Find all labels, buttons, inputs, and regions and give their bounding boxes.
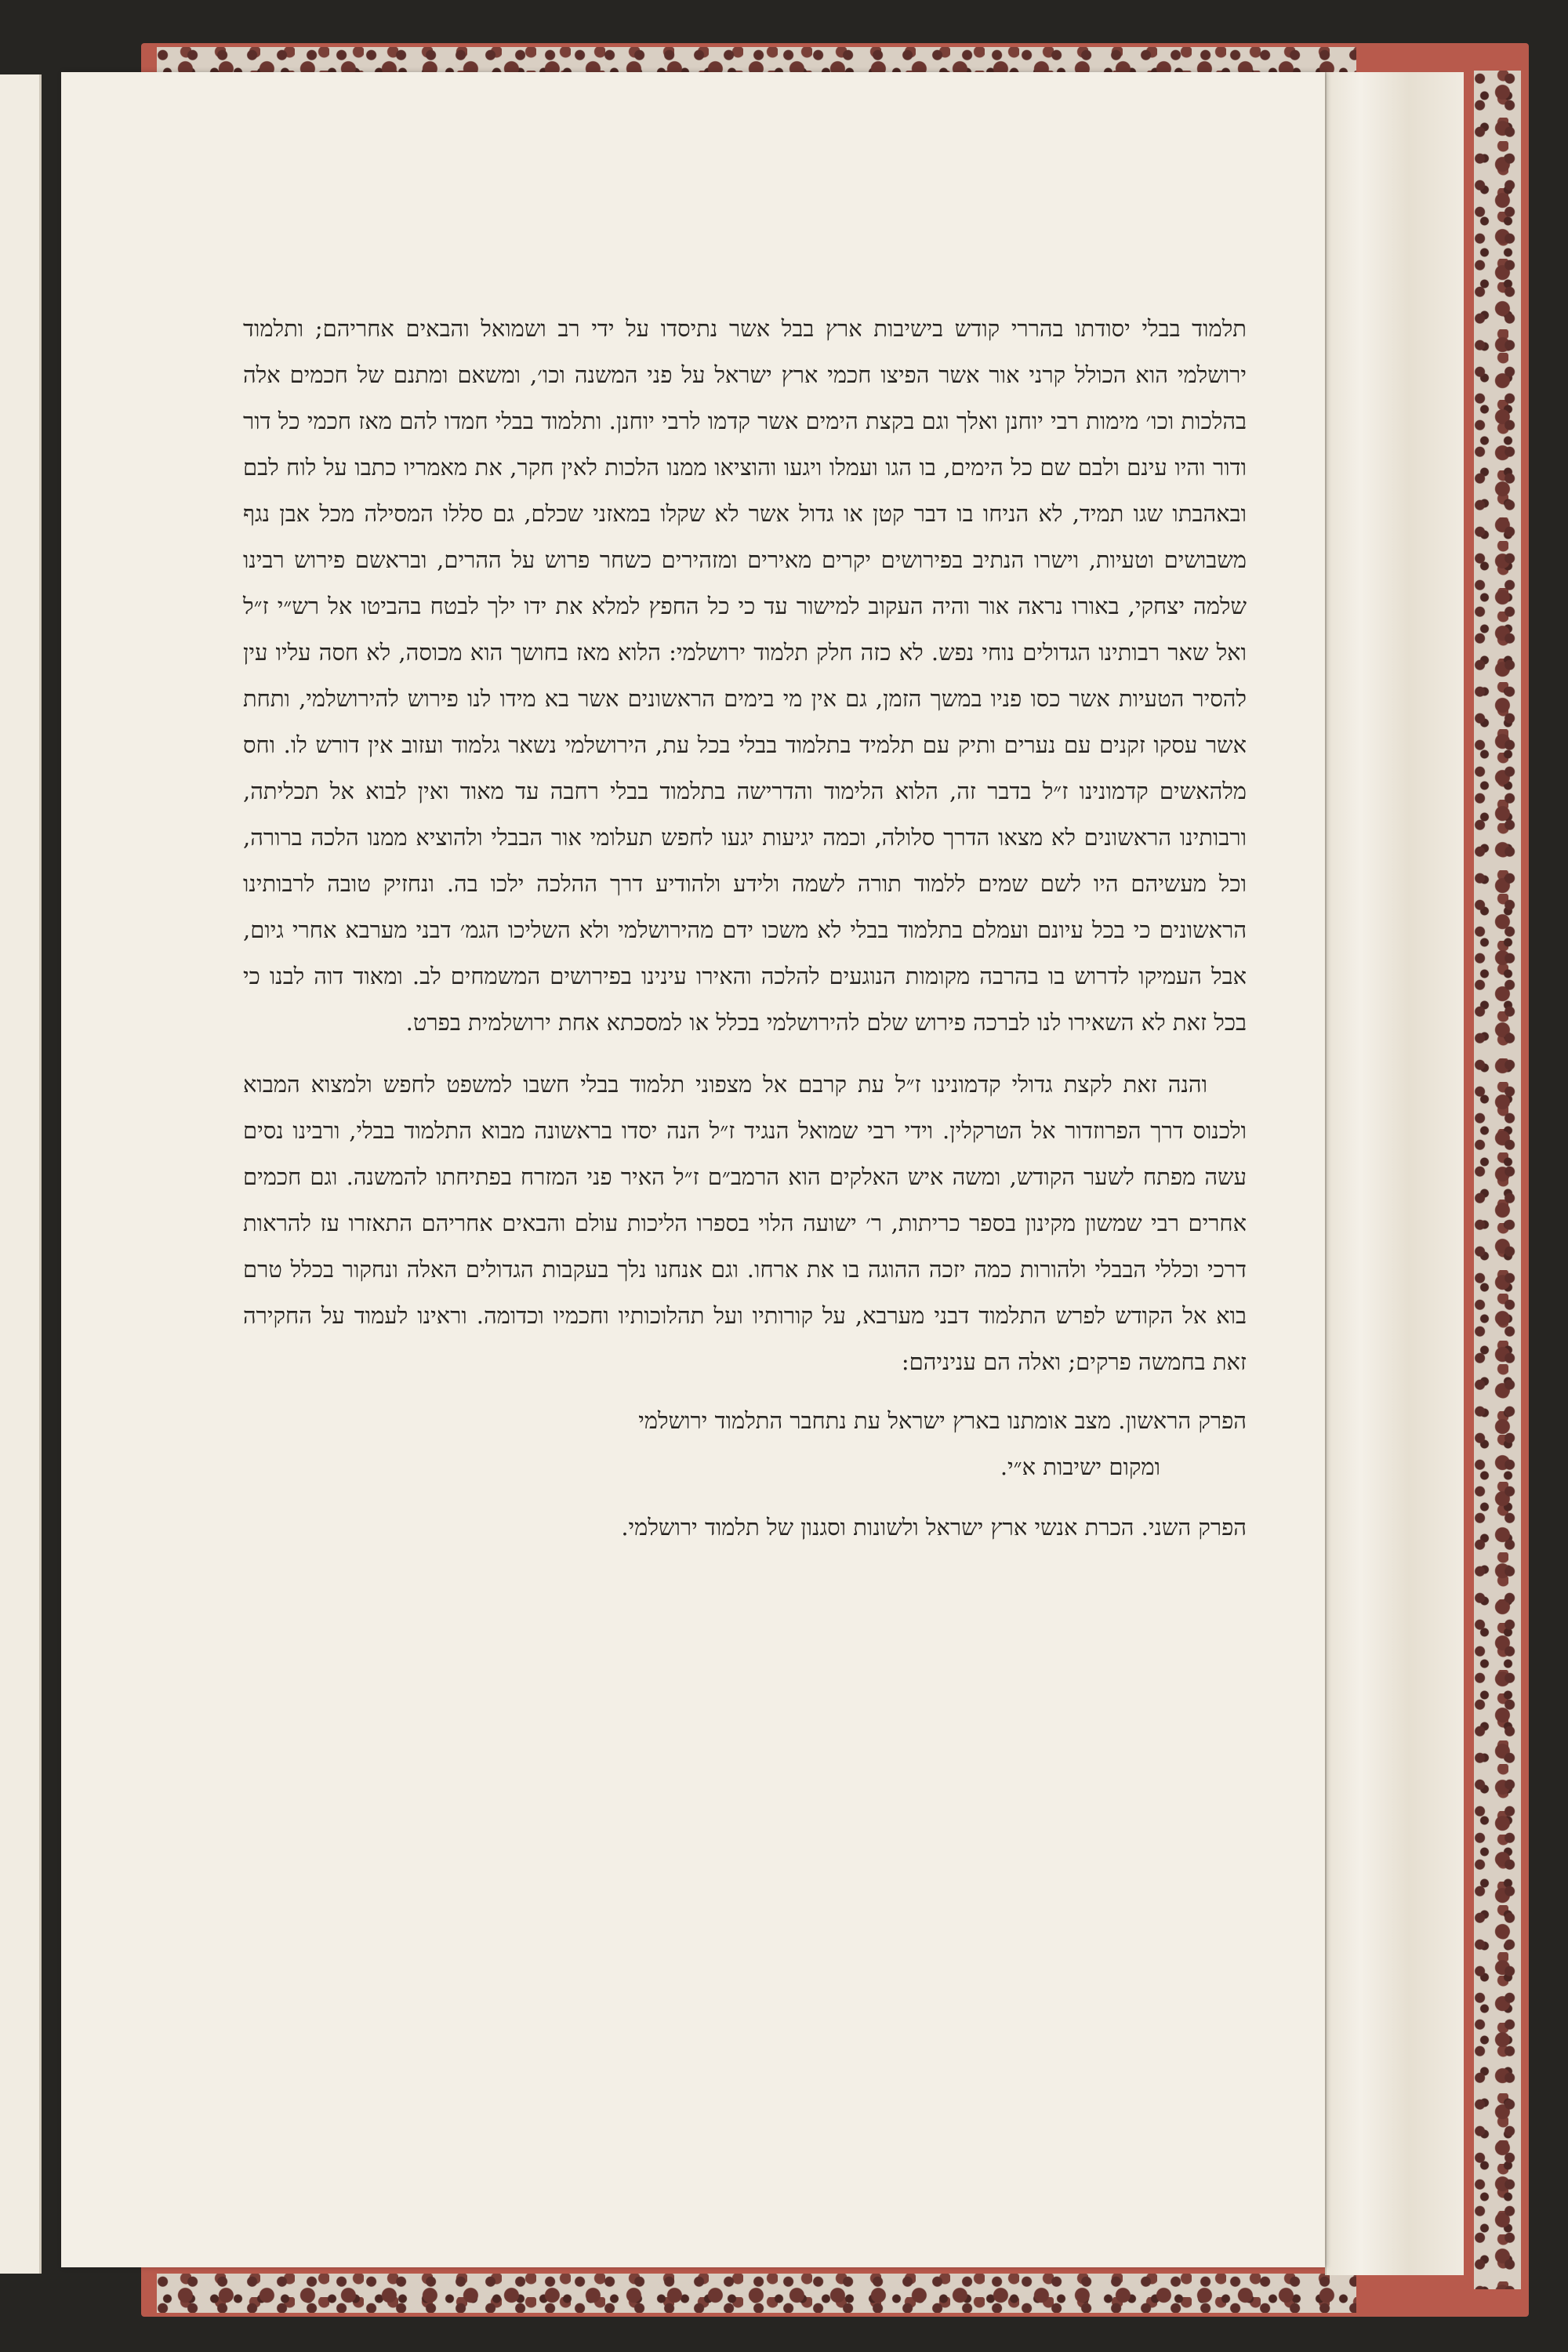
chapter-entry-1 bbox=[243, 1398, 1247, 1490]
marbled-edge-right bbox=[1474, 71, 1521, 2289]
paragraph-1: תלמוד בבלי יסודתו בהררי קודש בישיבות ארץ בבל אשר נתיסדו על ידי רב ושמואל והבאים אחריהם; ותלמוד ירושלמי הוא הכולל קרני אור אשר הפיצו חכמי ארץ ישראל על פני המשנה וכו׳, ומשאם ומתנם של חכמים אלה בהלכות וכו׳ מימות רבי יוחנן ואלך וגם בקצת הימים אשר קדמו לרבי יוחנן. ותלמוד בבלי חמדו להם מאז חכמי כל דור ודור והיו עינם ולבם שם כל הימים, בו הגו ועמלו ויגעו והוציאו ממנו הלכות לאין חקר, את מאמריו כתבו על לוח לבם ובאהבתו שגו תמיד, לא הניחו בו דבר קטן או גדול אשר לא שקלו במאזני שכלם, גם סללו המסילה מכל אבן נגף משבושים וטעיות, וישרו הנתיב בפירושים יקרים מאירים ומזהירים כשחר פרוש על ההרים, ובראשם פירוש רבינו שלמה יצחקי, באורו נראה אור והיה העקוב למישור עד כי כל החפץ למלא את ידו ילך לבטח בהביטו אל רש״י ז״ל ואל שאר רבותינו הגדולים נוחי נפש. לא כזה חלק תלמוד ירושלמי: הלוא מאז בחושך הוא מכוסה, לא חסה עליו עין להסיר הטעיות אשר כסו פניו במשך הזמן, גם אין מי בימים הראשונים אשר בא מידו לנו פירוש להירושלמי, ותחת אשר עסקו זקנים עם נערים ותיק עם תלמיד בתלמוד בבלי בכל עת, הירושלמי נשאר גלמוד ועזוב אין דורש לו. וחס מלהאשים קדמונינו ז״ל בדבר זה, הלוא הלימוד והדרישה בתלמוד בבלי רחבה עד מאוד ואין לבוא אל תכליתה, ורבותינו הראשונים לא מצאו הדרך סלולה, וכמה יגיעות יגעו לחפש תעלומי אור הבבלי ולהוציא ממנו הלכה ברורה, וכל מעשיהם היו לשם שמים ללמוד תורה לשמה ולידע ולהודיע דרך ההלכה ילכו בה. ונחזיק טובה לרבותינו הראשונים כי בכל עיונם ועמלם בתלמוד בבלי לא משכו ידם מהירושלמי ולא השליכו הגמ׳ דבני מערבא אחרי גיום, אבל העמיקו לדרוש בו בהרבה מקומות הנוגעים להלכה והאירו עינינו בפירושים המשמחים לב. ומאוד דוה לבנו כי בכל זאת לא השאירו לנו לברכה פירוש שלם להירושלמי בכלל או למסכתא אחת ירושלמית בפרט. bbox=[243, 315, 1247, 1036]
paragraph-2: והנה זאת לקצת גדולי קדמונינו ז״ל עת קרבם אל מצפוני תלמוד בבלי חשבו למשפט לחפש ולמצוא המבוא ולכנוס דרך הפרוזדור אל הטרקלין. וידי רבי שמואל הנגיד ז״ל הנה יסדו בראשונה מבוא התלמוד בבלי, ורבינו נסים עשה מפתח לשער הקודש, ומשה איש האלקים הוא הרמב״ם ז״ל האיר פני המזרח בפתיחתו להמשנה. וגם חכמים אחרים רבי שמשון מקינון בספר כריתות, ר׳ ישועה הלוי בספרו הליכות עולם והבאים אחריהם התאזרו עז להראות דרכי וכללי הבבלי ולהורות כמה יזכה ההוגה בו את ארחו. וגם אנחנו נלך בעקבות הגדולים האלה ונחקור בכלל טרם בוא אל הקודש לפרש התלמוד דבני מערבא, על קורותיו ועל תהלוכותיו וחכמיו וכדומה. וראינו לעמוד על החקירה זאת בחמשה פרקים; ואלה הם עניניהם: bbox=[243, 1071, 1247, 1375]
marbled-edge-bottom bbox=[157, 2274, 1356, 2313]
page-text bbox=[243, 306, 1247, 1551]
chapter-1-line-2: ומקום ישיבות א״י. bbox=[1000, 1454, 1160, 1480]
chapter-1-line-1: הפרק הראשון. מצב אומתנו בארץ ישראל עת נתחבר התלמוד ירושלמי bbox=[638, 1407, 1247, 1434]
left-page-edge bbox=[0, 74, 42, 2274]
chapter-2-line-1: הפרק השני. הכרת אנשי ארץ ישראל ולשונות וסגנון של תלמוד ירושלמי. bbox=[621, 1514, 1247, 1541]
page-stack bbox=[1325, 72, 1464, 2275]
chapter-entry-2 bbox=[243, 1504, 1247, 1551]
